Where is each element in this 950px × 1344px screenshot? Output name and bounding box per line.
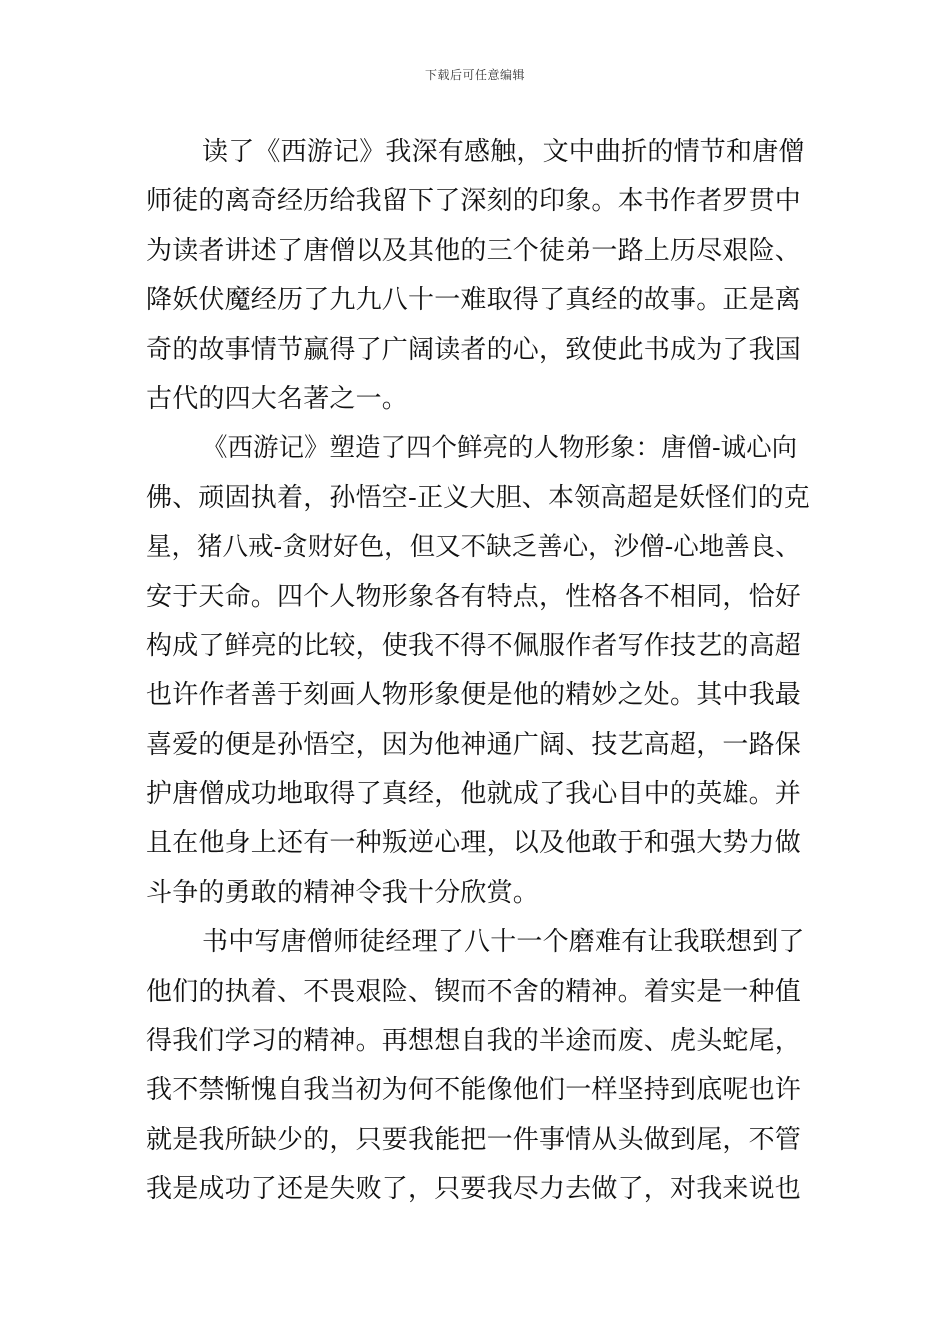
text-line: 星，猪八戒-贪财好色，但又不缺乏善心，沙僧-心地善良、 bbox=[146, 532, 801, 563]
text-line: 就是我所缺少的，只要我能把一件事情从头做到尾，不管 bbox=[146, 1124, 802, 1155]
text-line: 佛、顽固执着，孙悟空-正义大胆、本领高超是妖怪们的克 bbox=[146, 482, 810, 513]
text-line: 安于天命。四个人物形象各有特点，性格各不相同，恰好 bbox=[146, 581, 802, 612]
text-line: 为读者讲述了唐僧以及其他的三个徒弟一路上历尽艰险、 bbox=[146, 235, 802, 266]
text-line: 古代的四大名著之一。 bbox=[146, 383, 409, 414]
text-line: 我是成功了还是失败了，只要我尽力去做了，对我来说也 bbox=[146, 1174, 802, 1205]
text-line: 降妖伏魔经历了九九八十一难取得了真经的故事。正是离 bbox=[146, 285, 802, 316]
text-line: 他们的执着、不畏艰险、锲而不舍的精神。着实是一种值 bbox=[146, 976, 802, 1007]
text-line: 读了《西游记》我深有感触，文中曲折的情节和唐僧 bbox=[202, 137, 805, 167]
body-text bbox=[146, 128, 811, 1215]
page-header: 下载后可任意编辑 bbox=[424, 68, 525, 82]
text-line: 护唐僧成功地取得了真经，他就成了我心目中的英雄。并 bbox=[146, 779, 802, 810]
text-line: 斗争的勇敢的精神令我十分欣赏。 bbox=[146, 877, 540, 908]
text-line: 《西游记》塑造了四个鲜亮的人物形象：唐僧-诚心向 bbox=[202, 433, 798, 464]
text-line: 喜爱的便是孙悟空，因为他神通广阔、技艺高超，一路保 bbox=[146, 729, 802, 760]
text-line: 我不禁惭愧自我当初为何不能像他们一样坚持到底呢也许 bbox=[146, 1075, 802, 1106]
text-line: 也许作者善于刻画人物形象便是他的精妙之处。其中我最 bbox=[146, 680, 802, 711]
text-line: 师徒的离奇经历给我留下了深刻的印象。本书作者罗贯中 bbox=[146, 186, 802, 217]
text-line: 奇的故事情节赢得了广阔读者的心，致使此书成为了我国 bbox=[146, 334, 802, 365]
text-line: 得我们学习的精神。再想想自我的半途而废、虎头蛇尾， bbox=[146, 1026, 802, 1057]
text-line: 构成了鲜亮的比较，使我不得不佩服作者写作技艺的高超 bbox=[146, 630, 802, 661]
text-line: 且在他身上还有一种叛逆心理，以及他敢于和强大势力做 bbox=[146, 828, 802, 859]
text-line: 书中写唐僧师徒经理了八十一个磨难有让我联想到了 bbox=[202, 927, 805, 958]
